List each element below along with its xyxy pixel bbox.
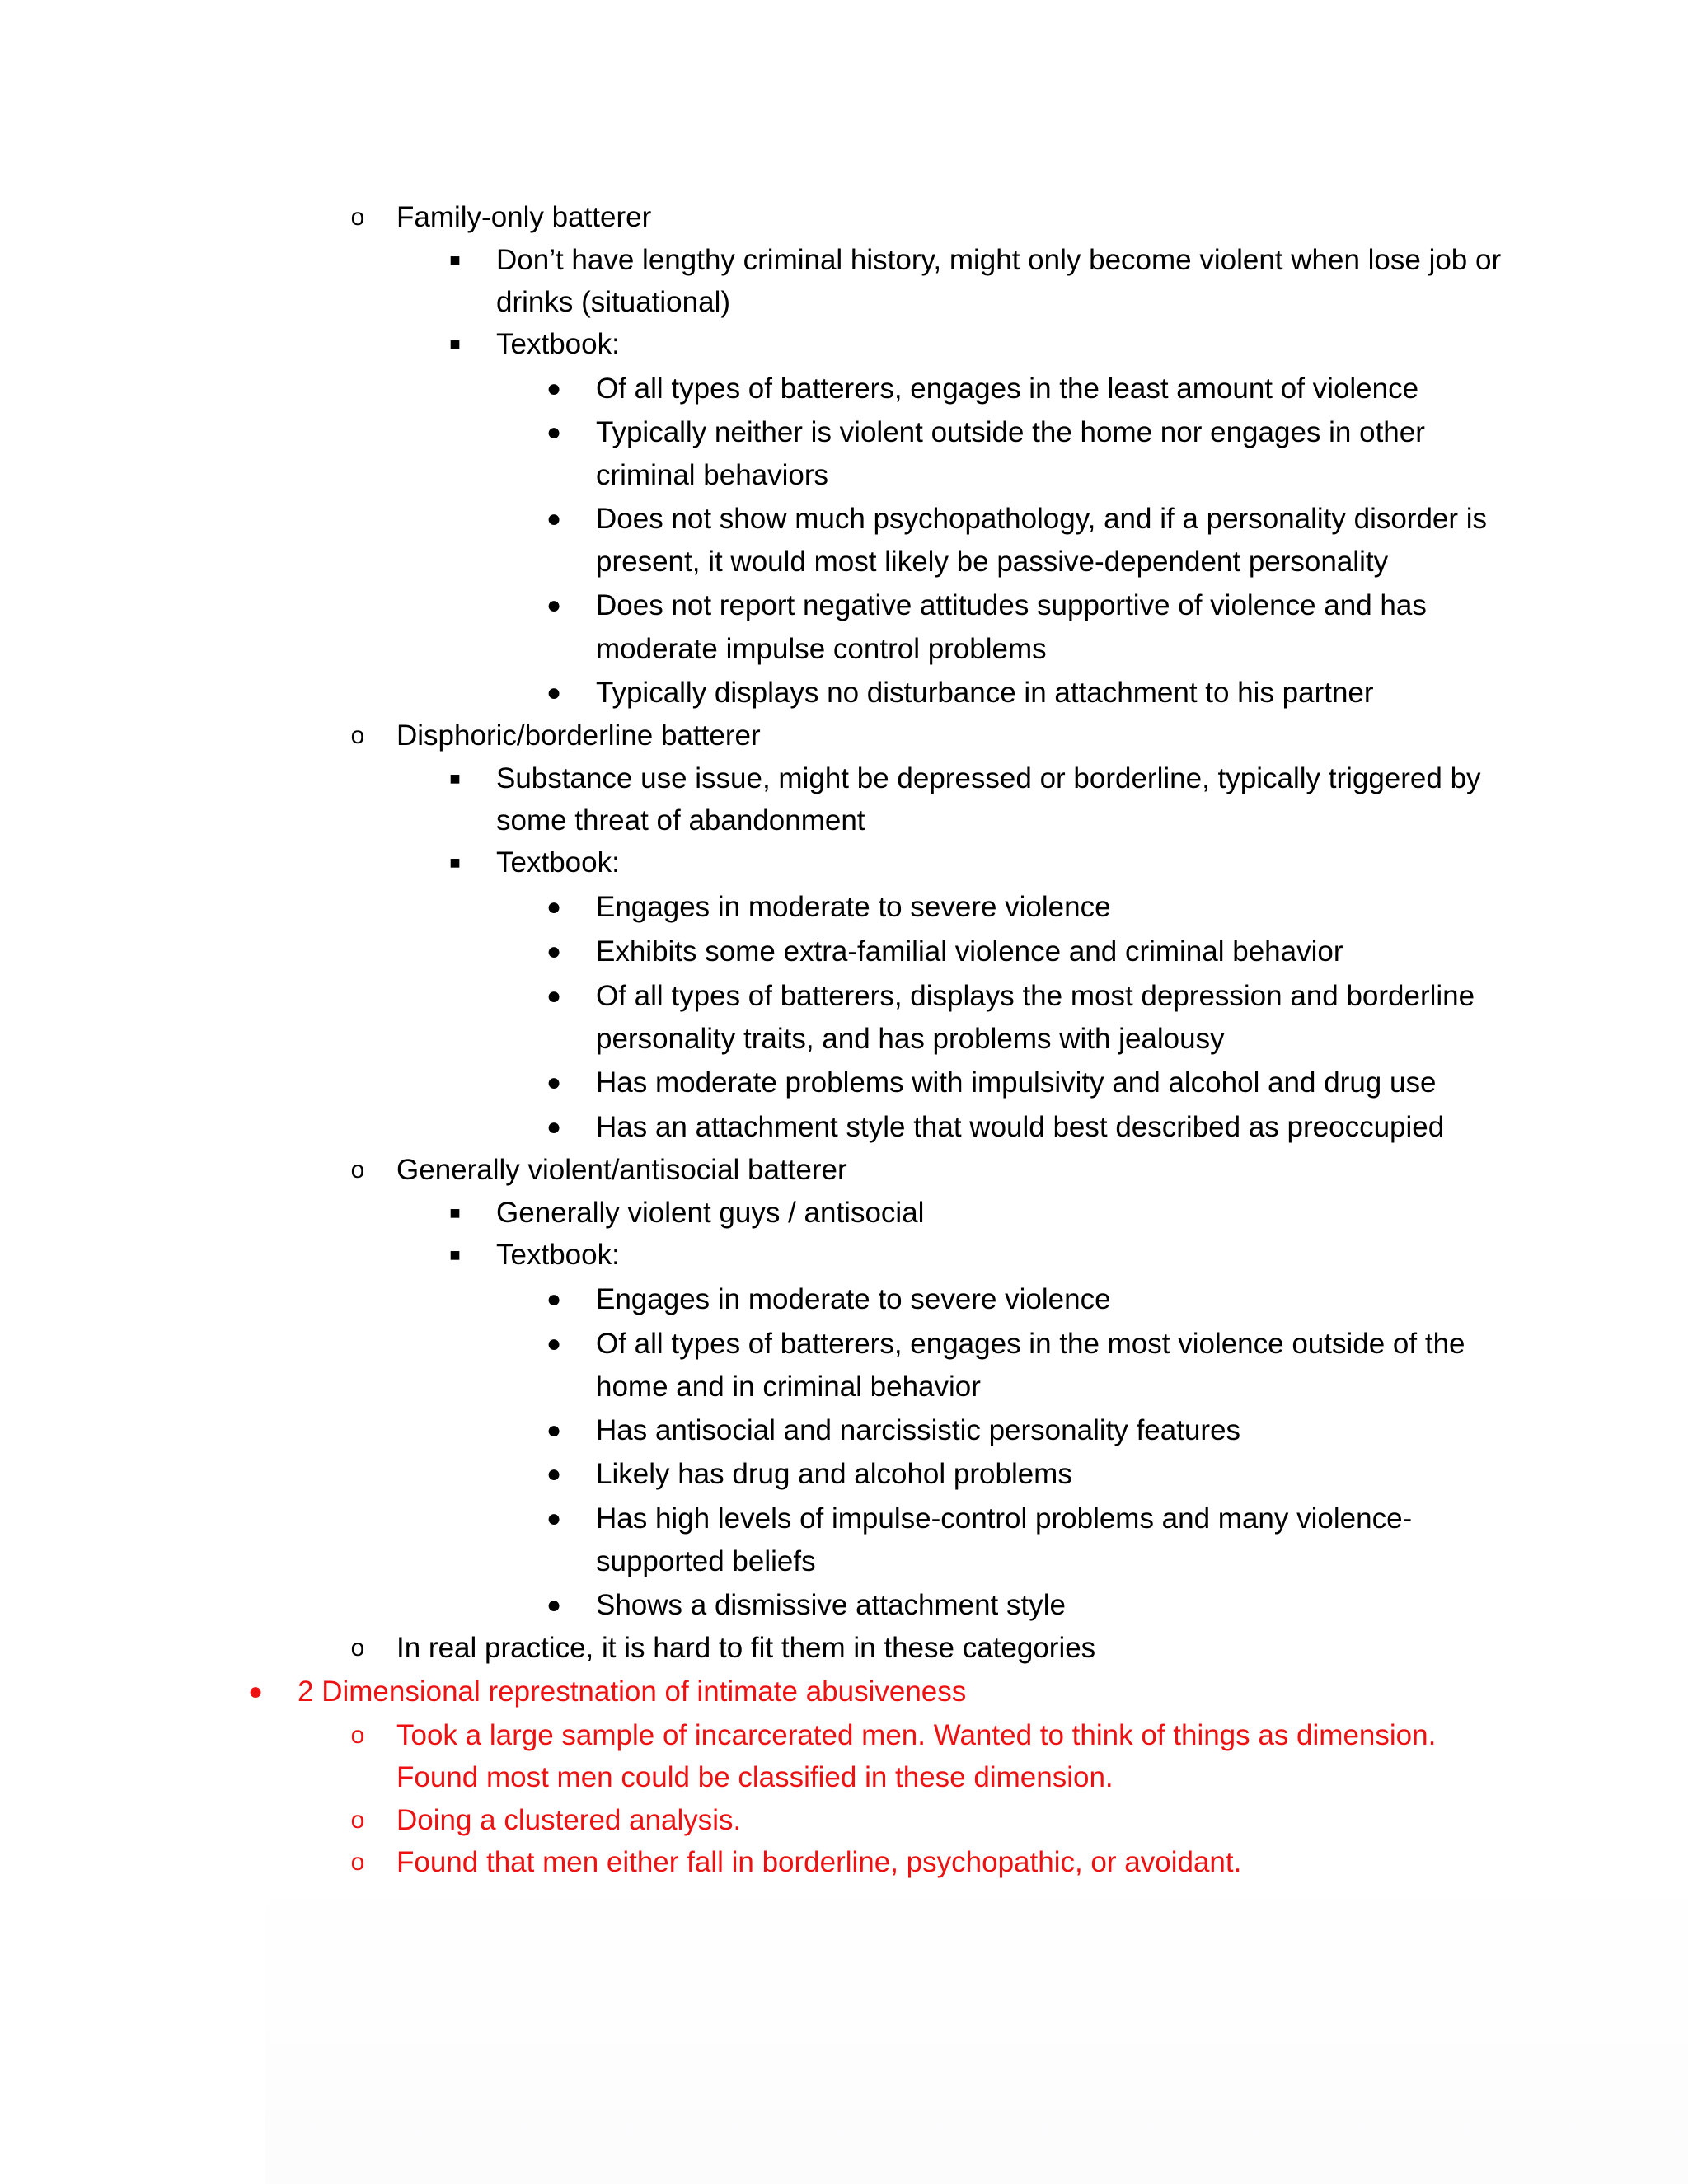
list-item-text: Textbook:	[496, 1239, 620, 1271]
list-item-text: Of all types of batterers, displays the most depression and borderline	[596, 980, 1475, 1012]
list-item-text: Generally violent/antisocial batterer	[396, 1154, 847, 1186]
list-item	[0, 1409, 1688, 1452]
circle-bullet-icon: o	[350, 1156, 365, 1183]
list-item-text: In real practice, it is hard to fit them in these categories	[396, 1632, 1096, 1664]
circle-bullet-icon: o	[350, 1722, 365, 1749]
list-item-text: present, it would most likely be passive-dependent personality	[596, 546, 1389, 578]
list-item-text: Typically neither is violent outside the home nor engages in other	[596, 416, 1425, 448]
dot-bullet-icon: ●	[546, 679, 562, 706]
circle-bullet-icon: o	[350, 1634, 365, 1661]
page-shading	[265, 1863, 1688, 2184]
list-item-continuation	[0, 541, 1688, 583]
list-item	[0, 1062, 1688, 1104]
list-item	[0, 1497, 1688, 1540]
list-item-text: Family-only batterer	[396, 201, 652, 233]
list-item	[0, 1278, 1688, 1321]
list-item	[0, 841, 1688, 884]
list-item	[0, 584, 1688, 627]
list-item-text: Has high levels of impulse-control problems and many violence-	[596, 1502, 1413, 1535]
list-item	[0, 715, 1688, 757]
list-item-text: Likely has drug and alcohol problems	[596, 1458, 1072, 1490]
dot-bullet-icon: ●	[546, 1330, 562, 1357]
list-item-text: Has moderate problems with impulsivity and alcohol and drug use	[596, 1066, 1437, 1099]
dot-bullet-icon: ●	[546, 1417, 562, 1444]
circle-bullet-icon: o	[350, 204, 365, 231]
list-item-continuation	[0, 454, 1688, 497]
list-item-text: Does not report negative attitudes supportive of violence and has	[596, 589, 1427, 621]
list-item	[0, 757, 1688, 800]
list-item	[0, 1453, 1688, 1496]
list-item-text: Doing a clustered analysis.	[396, 1804, 742, 1836]
list-item-text: Generally violent guys / antisocial	[496, 1197, 925, 1229]
list-item-text: home and in criminal behavior	[596, 1371, 981, 1403]
dot-bullet-icon: ●	[546, 1505, 562, 1532]
list-item-continuation	[0, 1756, 1688, 1799]
list-item	[0, 672, 1688, 715]
square-bullet-icon: ■	[449, 852, 461, 873]
list-item	[0, 411, 1688, 454]
list-item-continuation	[0, 1540, 1688, 1583]
list-item	[0, 1841, 1688, 1884]
list-item-text: Textbook:	[496, 328, 620, 360]
list-item	[0, 1106, 1688, 1149]
list-item-text: Found most men could be classified in these dimension.	[396, 1761, 1114, 1793]
list-item-text: Don’t have lengthy criminal history, might only become violent when lose job or	[496, 244, 1502, 276]
list-item	[0, 1323, 1688, 1366]
list-item-text: Does not show much psychopathology, and if a personality disorder is	[596, 503, 1488, 535]
list-item-continuation	[0, 1018, 1688, 1061]
square-bullet-icon: ■	[449, 1202, 461, 1223]
list-item	[0, 1584, 1688, 1627]
list-item-text: Engages in moderate to severe violence	[596, 1283, 1111, 1315]
list-item-text: moderate impulse control problems	[596, 633, 1047, 665]
list-item	[0, 498, 1688, 541]
list-item-text: criminal behaviors	[596, 459, 829, 491]
circle-bullet-icon: o	[350, 1807, 365, 1834]
list-item	[0, 368, 1688, 410]
list-item	[0, 975, 1688, 1018]
list-item	[0, 886, 1688, 929]
list-item-text: Disphoric/borderline batterer	[396, 719, 761, 752]
list-item	[0, 1149, 1688, 1192]
list-item	[0, 1192, 1688, 1235]
list-item	[0, 1627, 1688, 1670]
list-item	[0, 1671, 1688, 1713]
dot-bullet-icon: ●	[546, 1069, 562, 1096]
dot-bullet-icon: ●	[546, 982, 562, 1010]
list-item-text: Shows a dismissive attachment style	[596, 1589, 1066, 1621]
list-item-text: 2 Dimensional represtnation of intimate abusiveness	[298, 1675, 967, 1708]
dot-bullet-icon: ●	[546, 938, 562, 965]
list-item-text: Exhibits some extra-familial violence and criminal behavior	[596, 935, 1343, 968]
list-item	[0, 930, 1688, 973]
list-item-text: Of all types of batterers, engages in the least amount of violence	[596, 373, 1419, 405]
list-item	[0, 1799, 1688, 1842]
dot-bullet-icon: ●	[247, 1678, 264, 1705]
dot-bullet-icon: ●	[546, 1591, 562, 1619]
dot-bullet-icon: ●	[546, 1286, 562, 1313]
list-item-continuation	[0, 1366, 1688, 1408]
circle-bullet-icon: o	[350, 722, 365, 749]
list-item-text: Textbook:	[496, 846, 620, 879]
list-item-text: Has an attachment style that would best described as preoccupied	[596, 1111, 1445, 1143]
list-item-text: Engages in moderate to severe violence	[596, 891, 1111, 923]
list-item-text: supported beliefs	[596, 1545, 816, 1577]
circle-bullet-icon: o	[350, 1849, 365, 1876]
dot-bullet-icon: ●	[546, 505, 562, 532]
dot-bullet-icon: ●	[546, 893, 562, 921]
list-item-text: Found that men either fall in borderline, psychopathic, or avoidant.	[396, 1846, 1242, 1878]
dot-bullet-icon: ●	[546, 592, 562, 619]
list-item-continuation	[0, 799, 1688, 842]
square-bullet-icon: ■	[449, 1244, 461, 1265]
list-item	[0, 1234, 1688, 1277]
list-item-text: Of all types of batterers, engages in the most violence outside of the	[596, 1328, 1465, 1360]
list-item-text: Substance use issue, might be depressed or borderline, typically triggered by	[496, 762, 1481, 794]
square-bullet-icon: ■	[449, 768, 461, 789]
dot-bullet-icon: ●	[546, 1460, 562, 1488]
list-item	[0, 239, 1688, 282]
dot-bullet-icon: ●	[546, 1113, 562, 1141]
list-item-text: some threat of abandonment	[496, 804, 865, 837]
list-item	[0, 323, 1688, 366]
list-item	[0, 1714, 1688, 1757]
square-bullet-icon: ■	[449, 250, 461, 270]
list-item-continuation	[0, 281, 1688, 324]
dot-bullet-icon: ●	[546, 375, 562, 402]
list-item-text: personality traits, and has problems with jealousy	[596, 1023, 1225, 1055]
list-item-text: Typically displays no disturbance in attachment to his partner	[596, 677, 1374, 709]
list-item-text: drinks (situational)	[496, 286, 730, 318]
dot-bullet-icon: ●	[546, 419, 562, 446]
list-item-text: Has antisocial and narcissistic personality features	[596, 1414, 1241, 1446]
list-item	[0, 196, 1688, 239]
list-item-text: Took a large sample of incarcerated men. Wanted to think of things as dimension.	[396, 1719, 1437, 1751]
square-bullet-icon: ■	[449, 334, 461, 354]
list-item-continuation	[0, 628, 1688, 671]
